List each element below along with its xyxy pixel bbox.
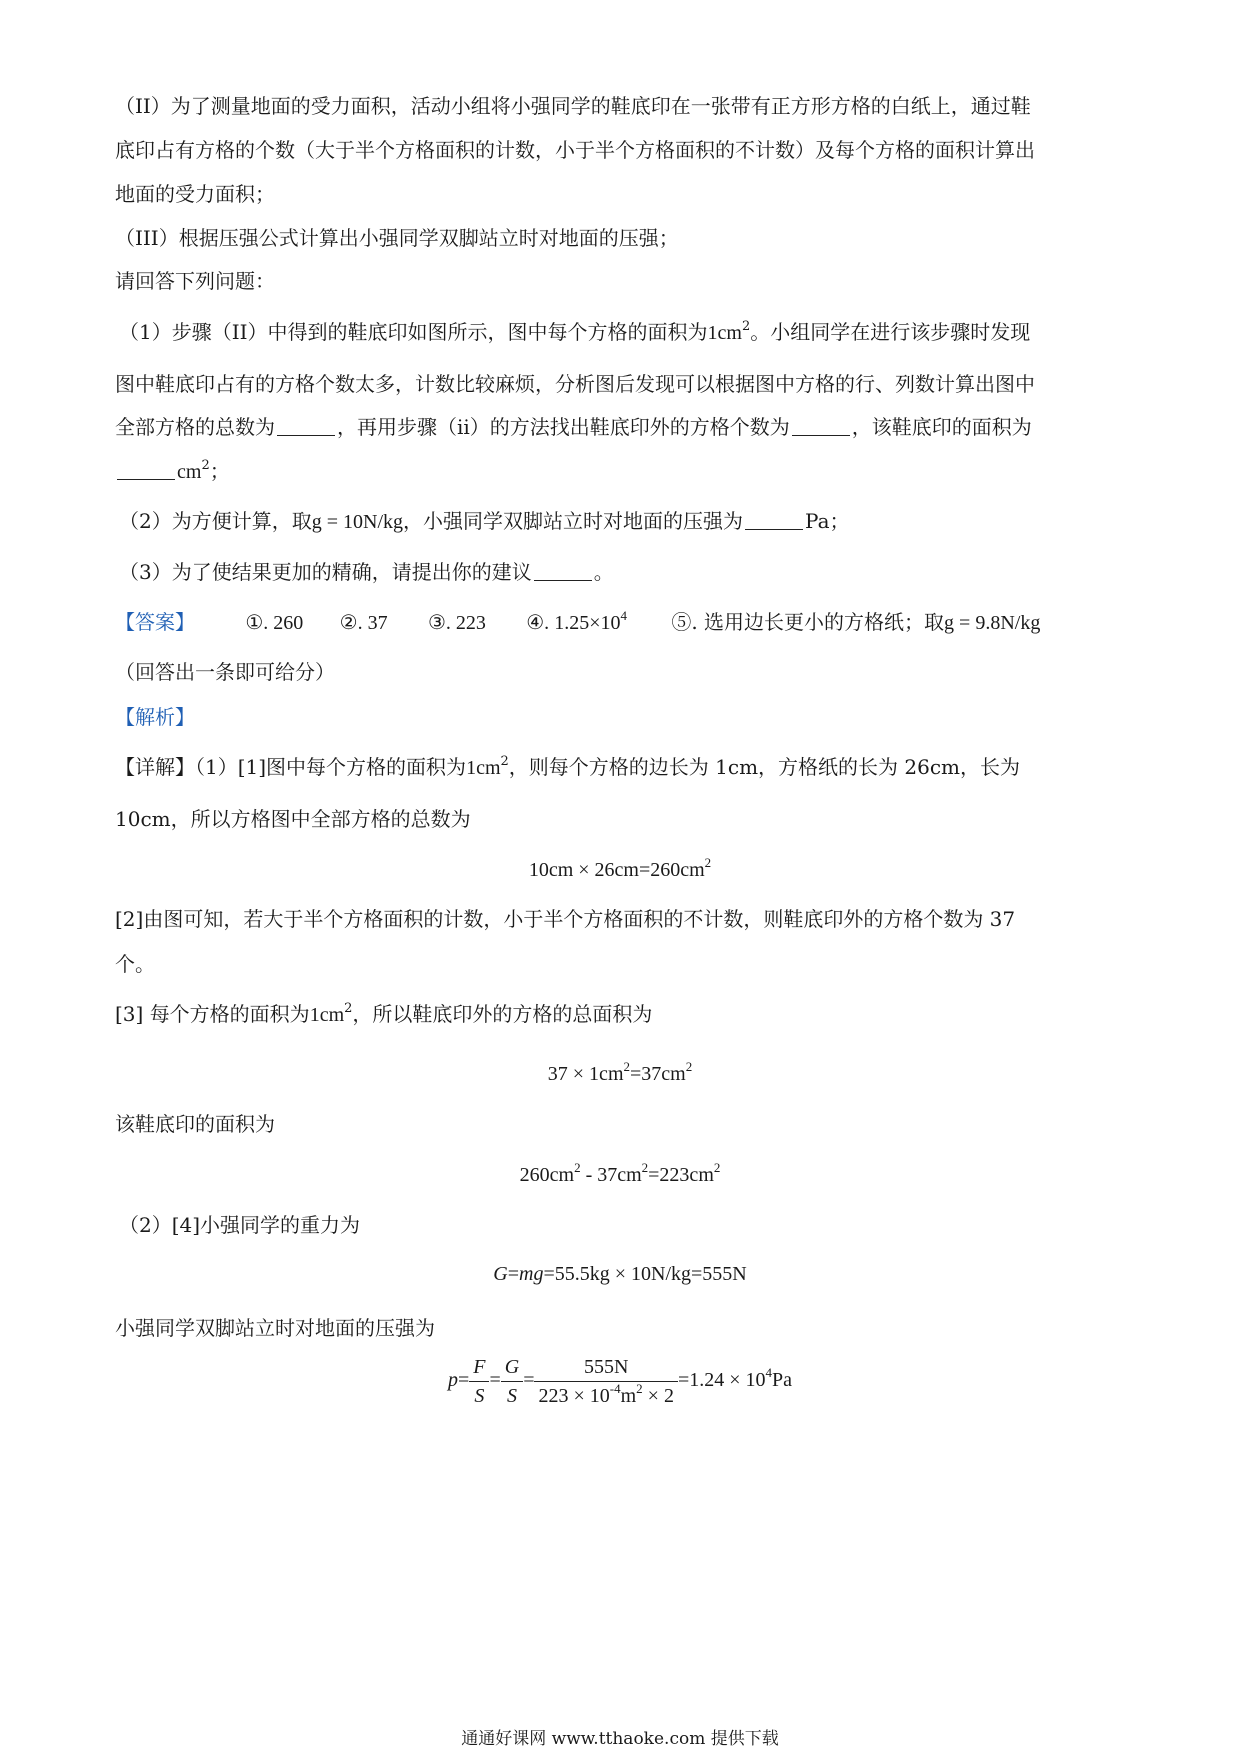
detail-2-line-2: 个。 <box>115 952 155 976</box>
answer-1: ①. 260 <box>245 612 304 634</box>
equation-gravity: G=mg=55.5kg × 10N/kg=555N <box>493 1263 747 1285</box>
equation-print-area: $260cm^2 - 37cm^2=223cm^2$ <box>519 1160 721 1186</box>
detail-5-line: （2）[4]小强同学的重力为 <box>119 1213 361 1237</box>
equation-total-squares: $10cm \times 26cm=260cm^2$ <box>528 855 712 881</box>
answer-3: ③. 223 <box>427 612 486 634</box>
answer-blank-2 <box>792 415 850 436</box>
step-iii-line: （III）根据压强公式计算出小强同学双脚站立时对地面的压强； <box>115 226 679 250</box>
question-2: （2）为方便计算，取g = 10N/kg，小强同学双脚站立时对地面的压强为 Pa； <box>119 509 850 533</box>
equation-pressure: p= $\frac{F}{S}$ = $\frac{G}{S}$ = $\frac{555N}{223 \times 10^{-4}m^2 \times 2}$ $=1.24 \times 10^4Pa$ <box>0 1350 1240 1410</box>
answer-2: ②. 37 <box>339 612 388 634</box>
question-1-line-3: 全部方格的总数为 ，再用步骤（ⅱ）的方法找出鞋底印外的方格个数为 ，该鞋底印的面积为 <box>115 415 1032 439</box>
footer-watermark: 通通好课网 www.tthaoke.com 提供下载 <box>461 1729 779 1749</box>
detail-4-line: 该鞋底印的面积为 <box>115 1112 275 1136</box>
answer-5: ⑤. 选用边长更小的方格纸；取g = 9.8N/kg <box>671 610 1041 634</box>
step-ii-line-1: （II）为了测量地面的受力面积，活动小组将小强同学的鞋底印在一张带有正方形方格的白纸上，通过鞋 <box>115 94 1031 118</box>
answer-note: （回答出一条即可给分） <box>115 660 335 684</box>
answer-blank-4 <box>745 509 803 530</box>
detail-2-line-1: [2]由图可知，若大于半个方格面积的计数，小于半个方格面积的不计数，则鞋底印外的方格个数为 37 <box>115 907 1016 931</box>
detail-1-line-2: 10cm，所以方格图中全部方格的总数为 <box>115 807 471 831</box>
answer-blank-3 <box>117 459 175 480</box>
answer-line <box>115 608 1135 637</box>
answer-blank-5 <box>534 560 592 581</box>
answer-label: 【答案】 <box>115 610 195 634</box>
answer-blank-1 <box>277 415 335 436</box>
analysis-label: 【解析】 <box>115 705 195 729</box>
detail-6-line: 小强同学双脚站立时对地面的压强为 <box>115 1316 435 1340</box>
detail-1-line-1: 【详解】（1）[1]图中每个方格的面积为$1cm^2$，则每个方格的边长为 1cm，方格纸的长为 26cm，长为 <box>115 754 1021 779</box>
answer-4: ④. $1.25\times 10^4$ <box>526 608 627 634</box>
question-1-line-2: 图中鞋底印占有的方格个数太多，计数比较麻烦，分析图后发现可以根据图中方格的行、列数计算出图中 <box>115 372 1035 396</box>
step-ii-line-3: 地面的受力面积； <box>115 182 275 206</box>
equation-outside-area: $37 \times 1cm^2=37cm^2$ <box>547 1059 693 1085</box>
question-1-line-1: （1）步骤（II）中得到的鞋底印如图所示，图中每个方格的面积为$1cm^2$。小组同学在进行该步骤时发现 <box>119 319 1031 344</box>
step-ii-line-2: 底印占有方格的个数（大于半个方格面积的计数，小于半个方格面积的不计数）及每个方格的面积计算出 <box>115 138 1035 162</box>
question-1-line-4: $cm^2$； <box>115 457 1135 486</box>
question-3: （3）为了使结果更加的精确，请提出你的建议 。 <box>119 560 614 584</box>
detail-3-line: [3] 每个方格的面积为$1cm^2$，所以鞋底印外的方格的总面积为 <box>115 1001 653 1026</box>
questions-intro: 请回答下列问题： <box>115 269 275 293</box>
